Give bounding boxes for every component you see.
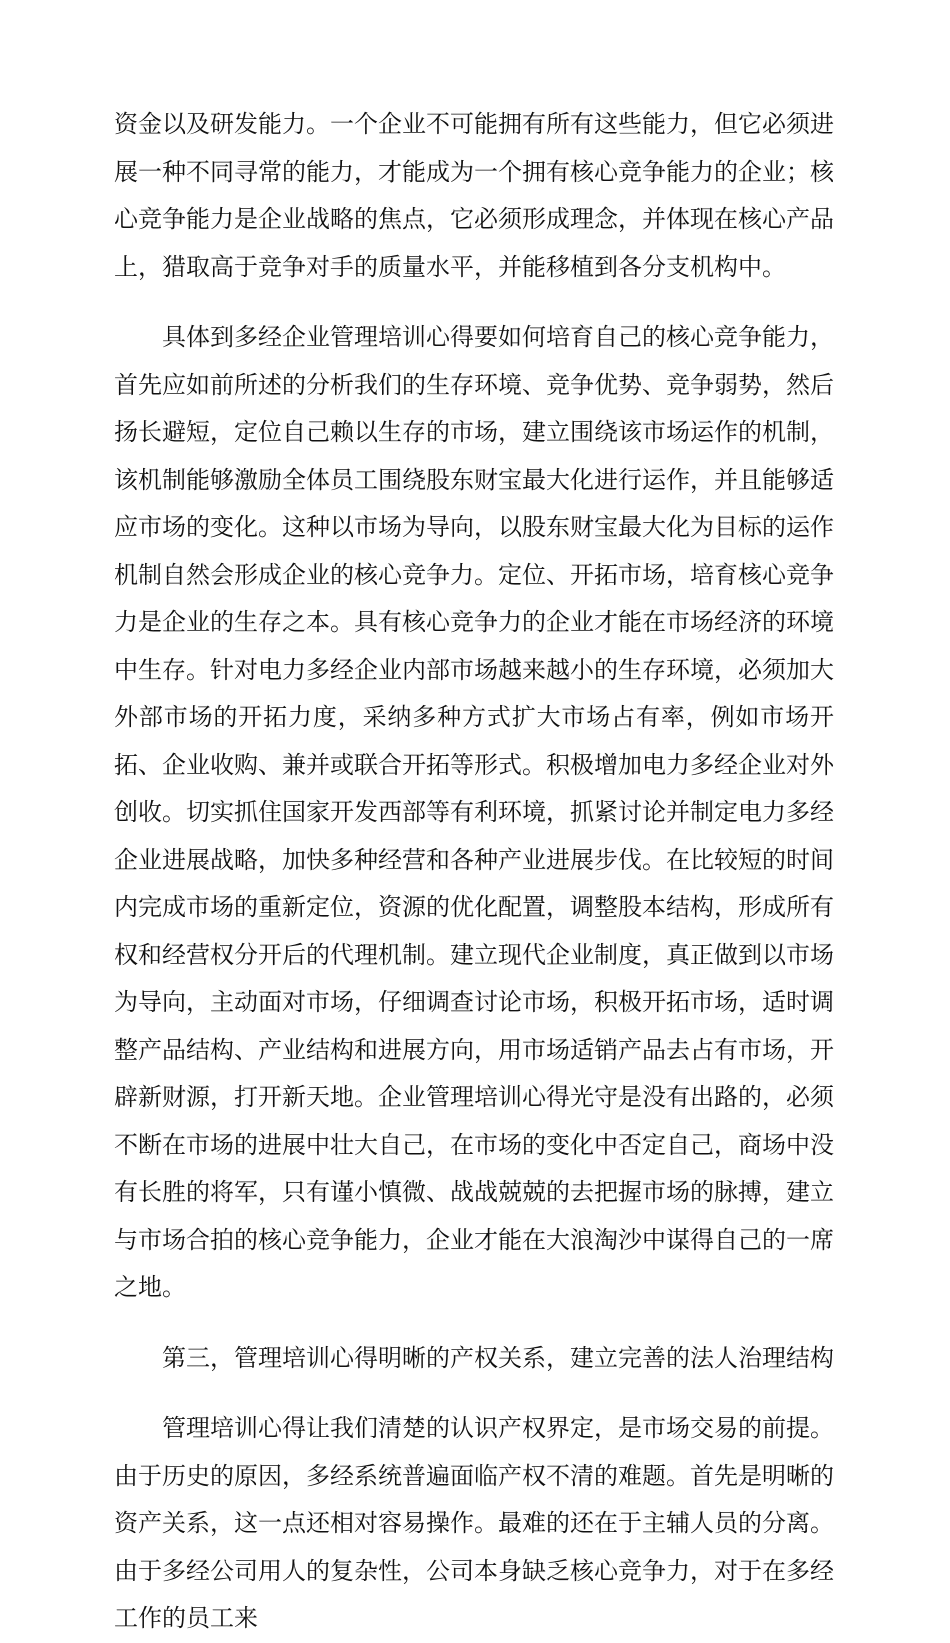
paragraph-core-competence: 具体到多经企业管理培训心得要如何培育自己的核心竞争能力，首先应如前所述的分析我们的生存环境、竞争优势、竞争弱势，然后扬长避短，定位自己赖以生存的市场，建立围绕该市场运作的机制，该机制能够激励全体员工围绕股东财宝最大化进行运作，并且能够适应市场的变化。这种以市场为导向，以股东财宝最大化为目标的运作机制自然会形成企业的核心竞争力。定位、开拓市场，培育核心竞争力是企业的生存之本。具有核心竞争力的企业才能在市场经济的环境中生存。针对电力多经企业内部市场越来越小的生存环境，必须加大外部市场的开拓力度，采纳多种方式扩大市场占有率，例如市场开拓、企业收购、兼并或联合开拓等形式。积极增加电力多经企业对外创收。切实抓住国家开发西部等有利环境，抓紧讨论并制定电力多经企业进展战略，加快多种经营和各种产业进展步伐。在比较短的时间内完成市场的重新定位，资源的优化配置，调整股本结构，形成所有权和经营权分开后的代理机制。建立现代企业制度，真正做到以市场为导向，主动面对市场，仔细调查讨论市场，积极开拓市场，适时调整产品结构、产业结构和进展方向，用市场适销产品去占有市场，开辟新财源，打开新天地。企业管理培训心得光守是没有出路的，必须不断在市场的进展中壮大自己，在市场的变化中否定自己，商场中没有长胜的将军，只有谨小慎微、战战兢兢的去把握市场的脉搏，建立与市场合拍的核心竞争能力，企业才能在大浪淘沙中谋得自己的一席之地。 bbox=[114, 323, 834, 1301]
paragraph-continued: 资金以及研发能力。一个企业不可能拥有所有这些能力，但它必须进展一种不同寻常的能力，才能成为一个拥有核心竞争能力的企业；核心竞争能力是企业战略的焦点，它必须形成理念，并体现在核心产品上，猎取高于竞争对手的质量水平，并能移植到各分支机构中。 bbox=[114, 110, 834, 281]
section-heading: 第三，管理培训心得明晰的产权关系，建立完善的法人治理结构 bbox=[162, 1343, 834, 1372]
document-body bbox=[114, 101, 834, 1643]
paragraph-property-rights: 管理培训心得让我们清楚的认识产权界定，是市场交易的前提。由于历史的原因，多经系统普遍面临产权不清的难题。首先是明晰的资产关系，这一点还相对容易操作。最难的还在于主辅人员的分离。由于多经公司用人的复杂性，公司本身缺乏核心竞争力，对于在多经工作的员工来 bbox=[114, 1414, 834, 1632]
